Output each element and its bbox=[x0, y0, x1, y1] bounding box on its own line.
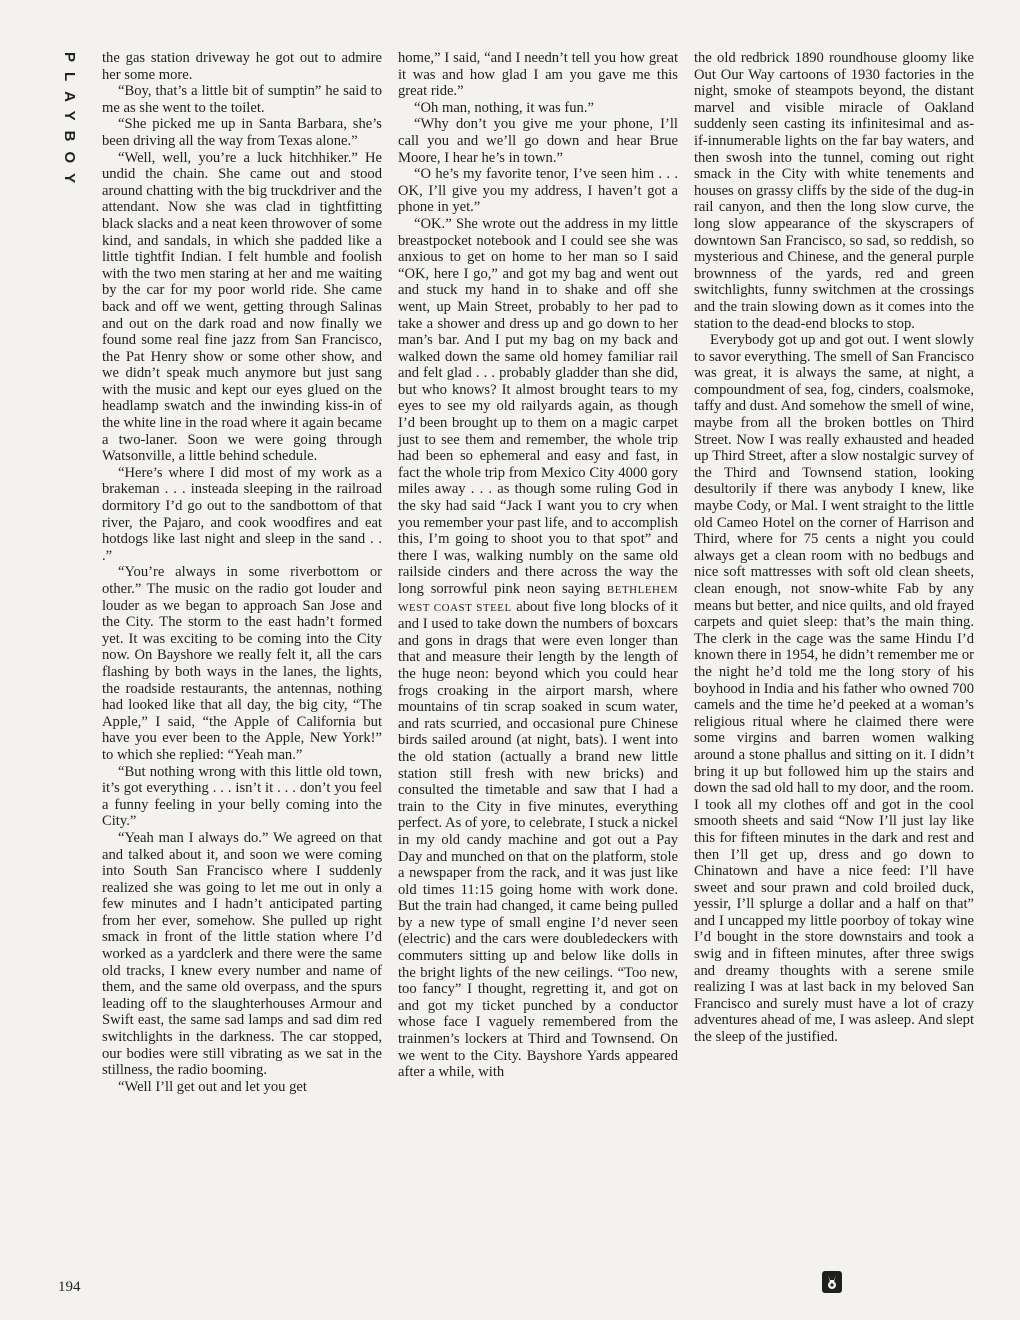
paragraph: “Yeah man I always do.” We agreed on that and talked about it, and soon we were coming into South San Francisco where I suddenly realized she was going to let me out in only a few minutes and I hadn’t anticipated parting from her ever, somehow. She pulled up right smack in front of the little station where I’d worked as a yardclerk and there were the same old tracks, I knew every number and name of them, and the same old overpass, and the spurs leading off to the slaughterhouses Armour and Swift east, the same sad lamps and sad dim red switchlights in the darkness. The car stopped, our bodies were still vibrating as we sat in the stillness, the radio booming. bbox=[102, 829, 382, 1079]
paragraph: “Well I’ll get out and let you get bbox=[118, 1078, 307, 1095]
paragraph: home,” I said, “and I needn’t tell you how great it was and how glad I am you gave me this great ride.” bbox=[398, 50, 678, 100]
masthead-title: PLAYBOY bbox=[61, 52, 78, 194]
paragraph: “You’re always in some riverbottom or other.” The music on the radio got louder and louder as we began to approach San Jose and the City. The storm to the east hadn’t formed yet. It was exciting to be coming into the City now. On Bayshore we really felt it, all the cars flashing by both ways in the lanes, the lights, the roadside restaurants, the antennas, nothing had looked like that all day, the big city, “The Apple,” I said, “the Apple of California but have you ever been to the Apple, New York!” to which she replied: “Yeah man.” bbox=[102, 564, 382, 763]
masthead bbox=[58, 52, 80, 192]
rabbit-head-end-mark-icon bbox=[822, 1271, 842, 1293]
text-column-2 bbox=[398, 50, 678, 1081]
paragraph: “Boy, that’s a little bit of sumptin” he said to me as she went to the toilet. bbox=[102, 83, 382, 116]
neon-sign-text: BETHLEHEM WEST COAST STEEL bbox=[398, 584, 678, 614]
text-column-3 bbox=[694, 50, 974, 1046]
paragraph: the gas station driveway he got out to admire her some more. bbox=[102, 50, 382, 83]
paragraph: Everybody got up and got out. I went slowly to savor everything. The smell of San Francisco was great, it is always the same, at night, a compoundment of sea, fog, cinders, coalsmoke, taffy and dust. And somehow the smell of wine, maybe from all the broken bottles on Third Street. Now I was really exhausted and headed up Third Street, after a slow nostalgic survey of the Third and Townsend station, looking desultorily if there was anybody I knew, like maybe Cody, or Mal. I went straight to the little old Cameo Hotel on the corner of Harrison and Third, where for 75 cents a night you could always get a clean room with no bedbugs and nice soft mattresses with soft old clean sheets, clean enough, not snow-white Fab by any means but better, and nice quilts, and old frayed carpets and quiet sleep: that’s the main thing. The clerk in the cage was the same Hindu I’d known there in 1954, he didn’t remember me or the night he’d told me the long story of his boyhood in India and his father who owned 700 camels and the time he’d peeked at a woman’s religious ritual where he claimed there were some virgins and barren women walking around a stone phallus and sitting on it. I didn’t bring it up but followed him up the stairs and down the sad old hall to my door, and the room. I took all my clothes off and got in the cool smooth sheets and said “Now I’ll just lay like this for fifteen minutes in the dark and rest and then I’ll get up, dress and go down to Chinatown and have a nice feed: I’ll have sweet and sour prawn and cold broiled duck, yessir, I’ll splurge a dollar and a half on that” and I uncapped my little poorboy of tokay wine I’d bought in the store downstairs and took a swig and in fifteen minutes, after three swigs and dreamy thoughts with a serene smile realizing I was at last back in my beloved San Francisco and surely must have a lot of crazy adventures ahead of me, I was asleep. And slept the sleep of the justified. bbox=[694, 332, 974, 1046]
paragraph: “But nothing wrong with this little old town, it’s got everything . . . isn’t it . . . don’t you feel a funny feeling in your belly coming into the City.” bbox=[102, 763, 382, 830]
text-column-1 bbox=[102, 50, 382, 1095]
paragraph: “Well, well, you’re a luck hitchhiker.” He undid the chain. She came out and stood around chatting with the big truckdriver and the attendant. Now she was clad in tightfitting black slacks and a neat keen throwover of some kind, and sandals, in which she padded like a little tightfit Indian. I felt humble and foolish with the two men staring at her and me waiting by the car for my poor world ride. She came back and off we went, getting through Salinas and out on the dark road and now finally we found some real fine jazz from San Francisco, the Pat Henry show or some other show, and we didn’t speak much anymore but just sang with the music and kept our eyes glued on the headlamp swatch and the inwinding kiss-in of the white line in the road where it again became a two-laner. Soon we were going through Watsonville, a little behind schedule. bbox=[102, 149, 383, 465]
paragraph: “Oh man, nothing, it was fun.” bbox=[414, 99, 594, 116]
paragraph: “O he’s my favorite tenor, I’ve seen him . . . OK, I’ll give you my address, I haven’t got a phone in yet.” bbox=[398, 166, 678, 216]
page-number: 194 bbox=[58, 1279, 81, 1295]
paragraph: the old redbrick 1890 roundhouse gloomy like Out Our Way cartoons of 1930 factories in the night, smoke of steampots beyond, the distant marvel and visible miracle of Oakland suddenly seen casting its infinitesimal and as-if-innumerable lights on the far bay waters, and then swosh into the tunnel, coming out right smack in the City with white tenements and houses on grassy cliffs by the side of the dug-in rail canyon, and then the long slow curve, the long slow appearance of the skyscrapers of downtown San Francisco, so sad, so reddish, so mysterious and Chinese, and the general purple brownness of the yards, red and green switchlights, funny switchmen at the crossings and the train slowing down as it comes into the station to the dead-end blocks to stop. bbox=[694, 50, 974, 332]
paragraph bbox=[398, 216, 678, 1081]
paragraph: “Why don’t you give me your phone, I’ll call you and we’ll go down and hear Brue Moore, I hear he’s in town.” bbox=[398, 116, 678, 166]
paragraph-text: about five long blocks of it and I used to take down the numbers of boxcars and gons in drags that were even longer than that and measure their length by the length of the huge neon: beyond which you could hear frogs croaking in the airport marsh, where mountains of tin scrap soaked in scum water, and rats scurried, and occasional pure Chinese birds sailed around (at night, bats). I went into the old station (actually a brand new little station still fresh with new bricks) and consulted the timetable and saw that I had a train to the City in five minutes, everything perfect. As of yore, to celebrate, I stuck a nickel in my old candy machine and got out a Pay Day and munched on that on the platform, stole a newspaper from the rack, and it was just like old times 11:15 going home with work done. But the train had changed, it came being pulled by a new type of small engine I’d never seen (electric) and the cars were doubledeckers with commuters sitting up and below like dolls in the bright lights of the new ceilings. “Too new, too fancy” I thought, regretting it, and got on and got my ticket punched by a conductor whose face I vaguely remembered from the trainmen’s lockers at Third and Townsend. On we went to the City. Bayshore Yards appeared after a while, with bbox=[398, 598, 678, 1081]
paragraph: “She picked me up in Santa Barbara, she’s been driving all the way from Texas alone.” bbox=[102, 116, 382, 149]
paragraph-text: “OK.” She wrote out the address in my little breastpocket notebook and I could see she was anxious to get on home to her man so I said “OK, here I go,” and got my bag and went out and stuck my hand in to shake and off she went, up Main Street, probably to her pad to take a shower and dress up and go down to her man’s bar. And I put my bag on my back and walked down the same old homey familiar rail and felt glad . . . probably gladder than she did, but who knows? It almost brought tears to my eyes to see my old railyards again, as though I’d been brought up to them on a magic carpet just to see them and remember, the whole trip had been so ephemeral and easy and fast, in fact the whole trip from Mexico City 4000 gory miles away . . . as though some ruling God in the sky had said “Jack I want you to cry when you remember your past life, and to accomplish this, I’m going to shoot you to that spot” and there I was, walking numbly on the same old railside cinders and there across the way the long sorrowful pink neon saying bbox=[398, 215, 678, 597]
paragraph: “Here’s where I did most of my work as a brakeman . . . insteada sleeping in the railroad dormitory I’d go out to the sandbottom of that river, the Pajaro, and cook woodfires and eat hotdogs like last night and sleep in the sand . . .” bbox=[102, 464, 382, 564]
